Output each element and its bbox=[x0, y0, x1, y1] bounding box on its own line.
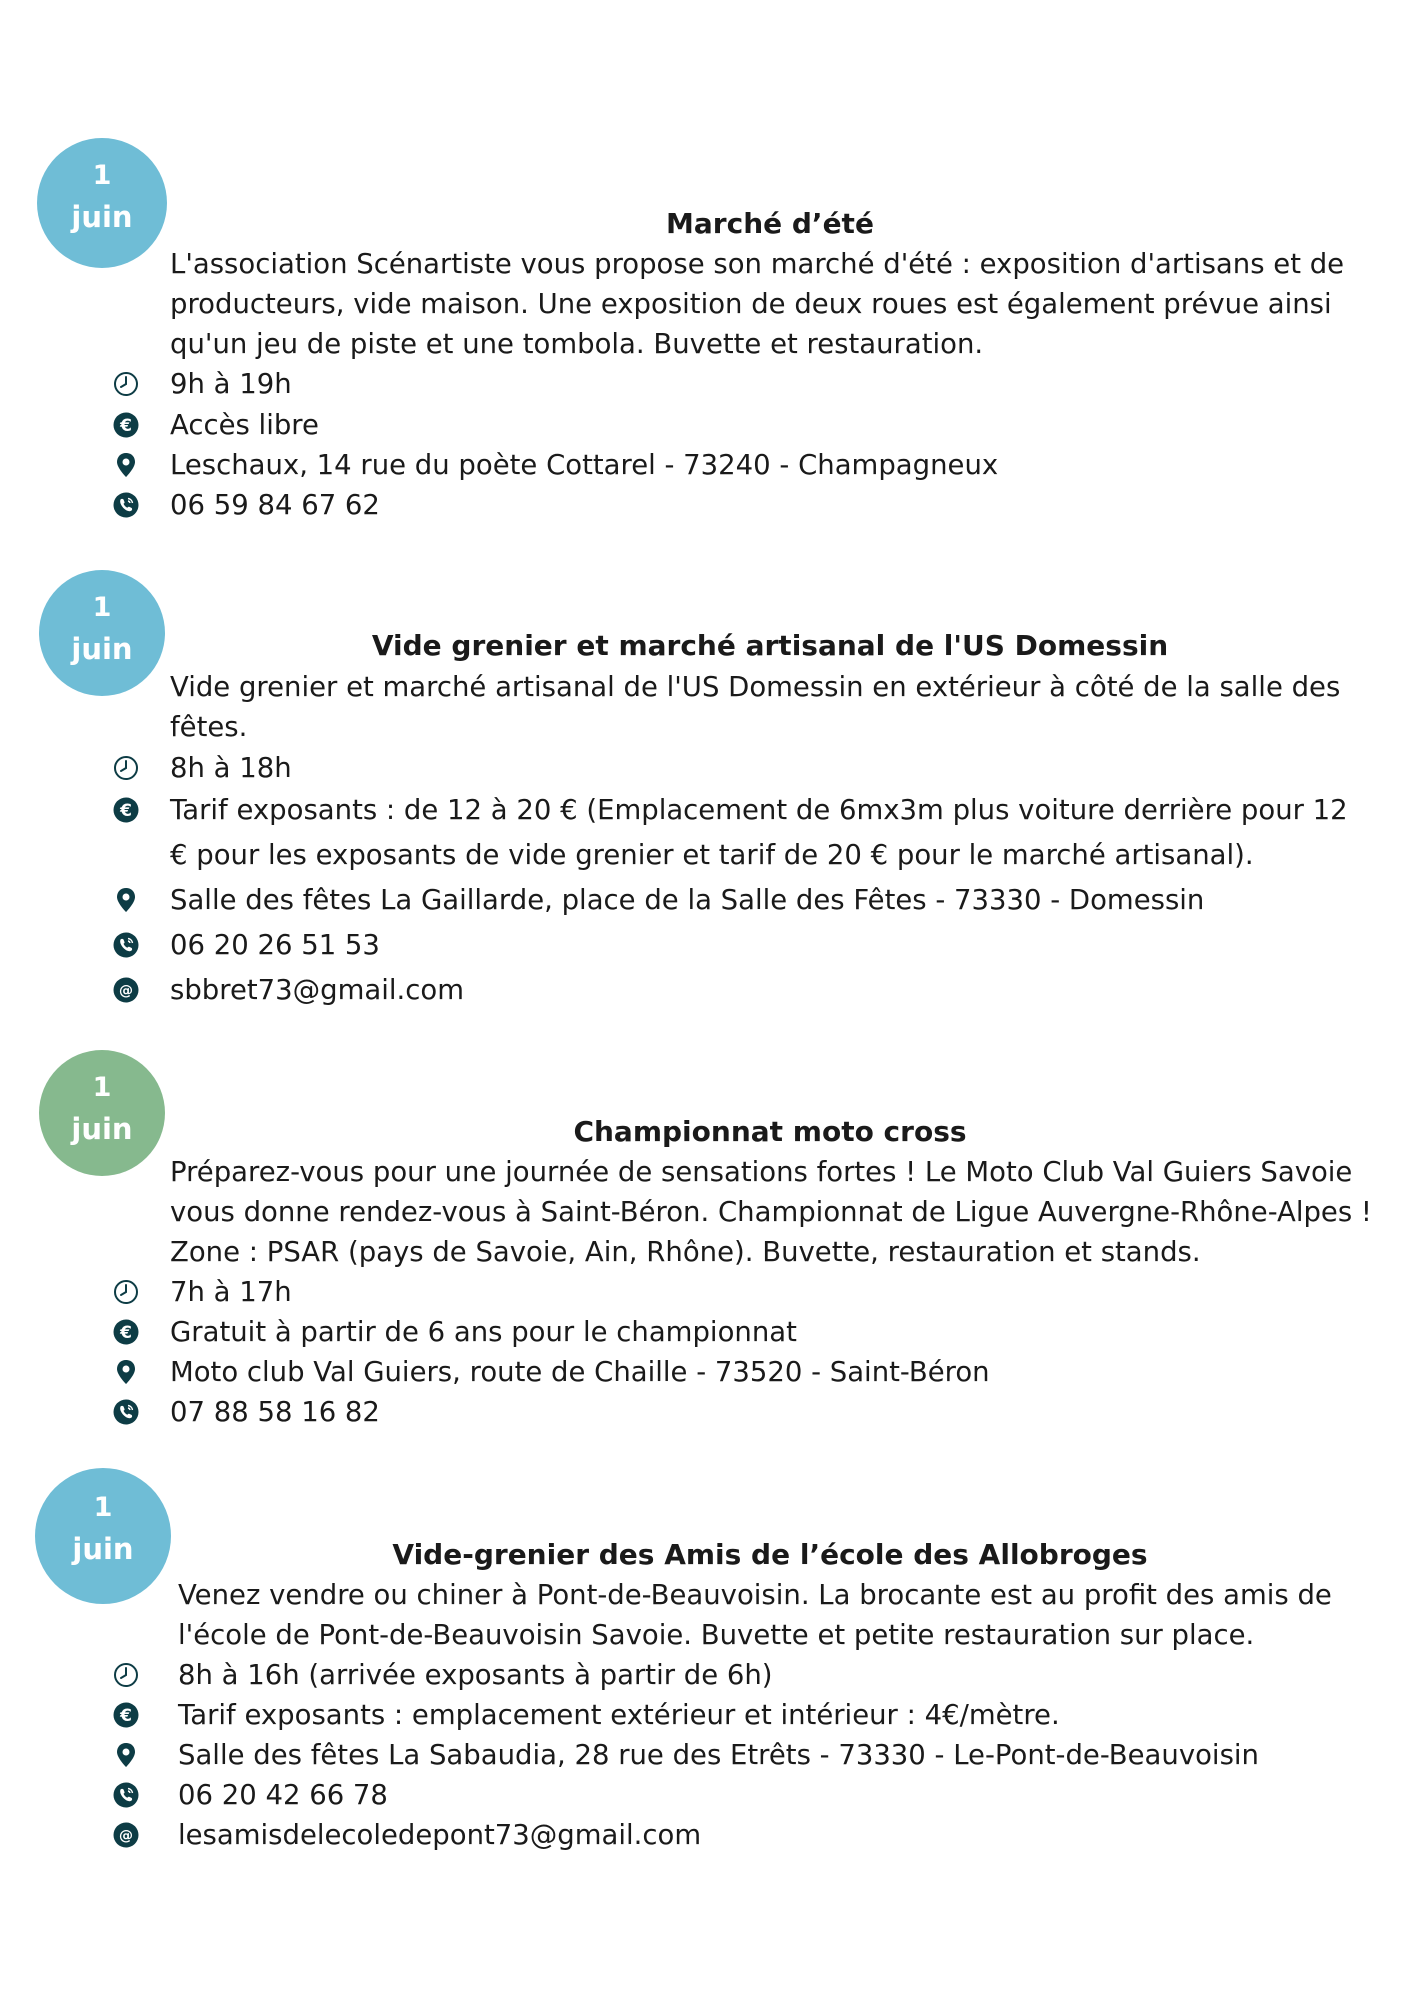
euro-icon bbox=[113, 797, 139, 823]
date-month: juin bbox=[71, 632, 133, 666]
svg-text:€: € bbox=[120, 1323, 132, 1343]
price-text: Tarif exposants : emplacement extérieur et intérieur : 4€/mètre. bbox=[178, 1699, 1060, 1731]
address-text: Salle des fêtes La Sabaudia, 28 rue des Etrêts - 73330 - Le-Pont-de-Beauvoisin bbox=[178, 1739, 1259, 1771]
at-sign-icon bbox=[113, 977, 139, 1003]
date-day: 1 bbox=[92, 592, 112, 623]
price-text-continued: € pour les exposants de vide grenier et tarif de 20 € pour le marché artisanal). bbox=[170, 839, 1254, 871]
event-description: Préparez-vous pour une journée de sensations fortes ! Le Moto Club Val Guiers Savoie vous donne rendez-vous à Saint-Béron. Championnat de Ligue Auvergne-Rhône-Alpes ! Zone : PSAR (pays de Savoie, Ain, Rhône). Buvette, restauration et stands. bbox=[170, 1156, 1372, 1268]
email-text[interactable]: sbbret73@gmail.com bbox=[170, 974, 464, 1006]
svg-text:€: € bbox=[120, 801, 132, 821]
phone-icon bbox=[113, 1399, 139, 1425]
price-text: Accès libre bbox=[170, 409, 319, 441]
event-title: Vide-grenier des Amis de l’école des Allobroges bbox=[392, 1538, 1148, 1571]
date-month: juin bbox=[71, 200, 133, 234]
event-title: Marché d’été bbox=[666, 207, 874, 240]
event-title: Championnat moto cross bbox=[573, 1115, 967, 1148]
phone-icon bbox=[113, 1782, 139, 1808]
phone-text: 06 20 26 51 53 bbox=[170, 929, 380, 961]
address-text: Moto club Val Guiers, route de Chaille - 73520 - Saint-Béron bbox=[170, 1356, 990, 1388]
date-month: juin bbox=[72, 1532, 134, 1566]
hours-text: 9h à 19h bbox=[170, 368, 292, 400]
phone-icon bbox=[113, 492, 139, 518]
clock-icon bbox=[113, 1662, 139, 1688]
email-text[interactable]: lesamisdelecoledepont73@gmail.com bbox=[178, 1819, 702, 1851]
phone-icon bbox=[113, 932, 139, 958]
event-description: L'association Scénartiste vous propose son marché d'été : exposition d'artisans et de producteurs, vide maison. Une exposition de deux roues est également prévue ainsi qu'un jeu de piste et une tombola. Buvette et restauration. bbox=[170, 248, 1345, 360]
address-text: Leschaux, 14 rue du poète Cottarel - 73240 - Champagneux bbox=[170, 449, 999, 481]
date-day: 1 bbox=[92, 160, 112, 191]
event-title: Vide grenier et marché artisanal de l'US Domessin bbox=[371, 629, 1169, 662]
date-badge bbox=[39, 570, 165, 696]
svg-text:€: € bbox=[120, 416, 132, 436]
at-sign-icon bbox=[113, 1822, 139, 1848]
location-pin-icon bbox=[113, 1359, 139, 1385]
svg-text:@: @ bbox=[119, 983, 133, 999]
date-badge bbox=[39, 1050, 165, 1176]
euro-icon bbox=[113, 1319, 139, 1345]
hours-text: 8h à 18h bbox=[170, 752, 292, 784]
hours-text: 8h à 16h (arrivée exposants à partir de 6h) bbox=[178, 1659, 773, 1691]
hours-text: 7h à 17h bbox=[170, 1276, 292, 1308]
price-text: Tarif exposants : de 12 à 20 € (Emplacement de 6mx3m plus voiture derrière pour 12 bbox=[170, 794, 1348, 826]
date-day: 1 bbox=[93, 1492, 113, 1523]
clock-icon bbox=[113, 755, 139, 781]
phone-text: 06 20 42 66 78 bbox=[178, 1779, 388, 1811]
phone-text: 06 59 84 67 62 bbox=[170, 489, 380, 521]
clock-icon bbox=[113, 371, 139, 397]
date-day: 1 bbox=[92, 1072, 112, 1103]
event-description: Vide grenier et marché artisanal de l'US Domessin en extérieur à côté de la salle des fêtes. bbox=[170, 671, 1341, 743]
date-month: juin bbox=[71, 1112, 133, 1146]
address-text: Salle des fêtes La Gaillarde, place de la Salle des Fêtes - 73330 - Domessin bbox=[170, 884, 1205, 916]
clock-icon bbox=[113, 1279, 139, 1305]
euro-icon bbox=[113, 412, 139, 438]
phone-text: 07 88 58 16 82 bbox=[170, 1396, 380, 1428]
location-pin-icon bbox=[113, 452, 139, 478]
date-badge bbox=[35, 1468, 171, 1604]
price-text: Gratuit à partir de 6 ans pour le championnat bbox=[170, 1316, 797, 1348]
date-badge bbox=[37, 138, 167, 268]
location-pin-icon bbox=[113, 1742, 139, 1768]
euro-icon bbox=[113, 1702, 139, 1728]
event-description: Venez vendre ou chiner à Pont-de-Beauvoisin. La brocante est au profit des amis de l'école de Pont-de-Beauvoisin Savoie. Buvette et petite restauration sur place. bbox=[178, 1579, 1332, 1651]
svg-text:@: @ bbox=[119, 1828, 133, 1844]
svg-text:€: € bbox=[120, 1706, 132, 1726]
location-pin-icon bbox=[113, 887, 139, 913]
